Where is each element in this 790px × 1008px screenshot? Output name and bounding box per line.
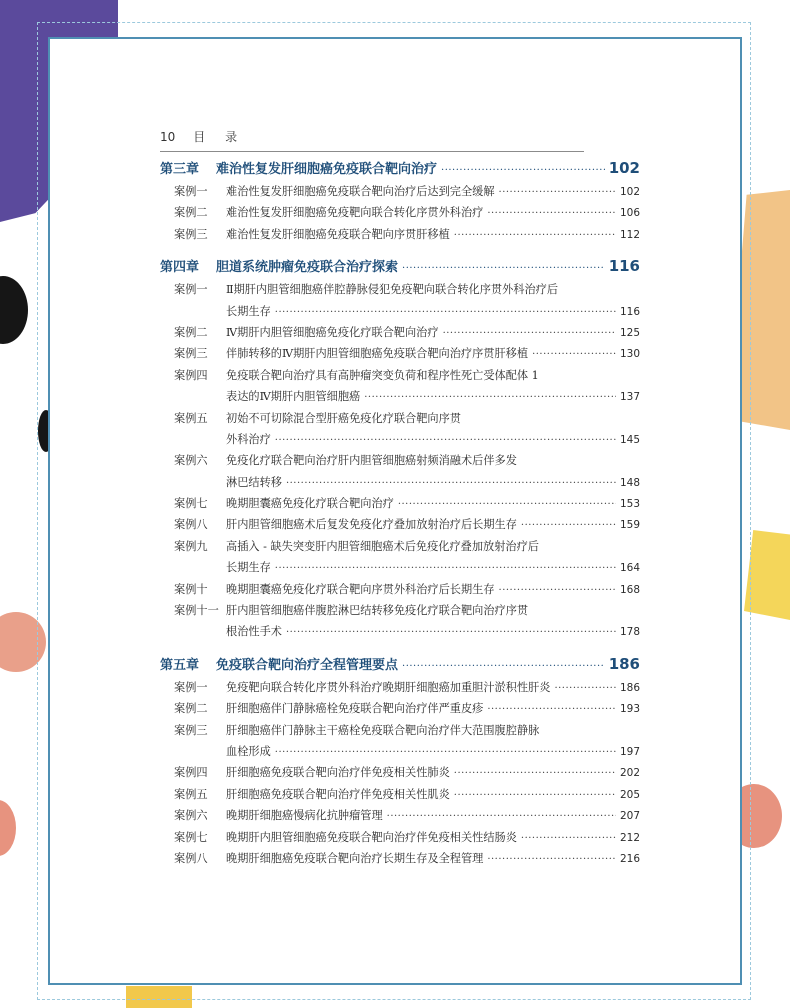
leader-dots: [275, 563, 616, 574]
case-page: 168: [619, 583, 640, 596]
case-title: 血栓形成: [226, 744, 271, 758]
case-entry[interactable]: [160, 495, 640, 516]
case-entry[interactable]: [160, 516, 640, 537]
leader-dots: [487, 704, 616, 715]
case-label: 案例六: [174, 454, 208, 468]
case-entry[interactable]: [160, 764, 640, 785]
case-entry[interactable]: [160, 786, 640, 807]
case-page: 193: [619, 703, 640, 716]
case-page: 212: [619, 831, 640, 844]
leader-dots: [487, 854, 616, 865]
case-title: 晚期肝细胞癌免疫联合靶向治疗长期生存及全程管理: [226, 851, 484, 865]
leader-dots: [454, 768, 616, 779]
leader-dots: [499, 585, 616, 596]
case-label: 案例二: [174, 702, 208, 716]
case-title: 长期生存: [226, 304, 271, 318]
leader-dots: [521, 833, 616, 844]
leader-dots: [275, 747, 616, 758]
case-entry[interactable]: [160, 431, 640, 452]
page-number: 10: [160, 130, 176, 144]
case-entry[interactable]: [160, 183, 640, 204]
case-page: 159: [619, 519, 640, 532]
case-title: 晚期肝细胞癌慢病化抗肿瘤管理: [226, 809, 383, 823]
case-entry[interactable]: [160, 367, 640, 388]
chapter-heading[interactable]: [160, 256, 640, 278]
case-title: 肝细胞癌伴门静脉主干癌栓免疫联合靶向治疗伴大范围腹腔静脉: [226, 723, 540, 737]
case-entry[interactable]: [160, 743, 640, 764]
leader-dots: [402, 263, 605, 274]
case-label: 案例二: [174, 206, 208, 220]
leader-dots: [275, 307, 616, 318]
case-entry[interactable]: [160, 850, 640, 871]
case-entry[interactable]: [160, 700, 640, 721]
case-entry[interactable]: [160, 226, 640, 247]
leader-dots: [532, 349, 616, 360]
chapter-label: 第三章: [160, 162, 200, 177]
case-title: 淋巴结转移: [226, 475, 282, 489]
case-entry[interactable]: [160, 345, 640, 366]
case-title: Ⅱ期肝内胆管细胞癌伴腔静脉侵犯免疫靶向联合转化序贯外科治疗后: [226, 283, 559, 297]
case-title: 长期生存: [226, 561, 271, 575]
case-page: 116: [619, 305, 640, 318]
page-title: 目 录: [193, 130, 246, 144]
chapter-title: 胆道系统肿瘤免疫联合治疗探索: [216, 260, 399, 276]
chapter-heading[interactable]: [160, 654, 640, 676]
case-entry[interactable]: [160, 388, 640, 409]
case-title: 肝内胆管细胞癌伴腹腔淋巴结转移免疫化疗联合靶向治疗序贯: [226, 604, 529, 618]
case-page: 202: [619, 767, 640, 780]
case-label: 案例一: [174, 283, 208, 297]
case-page: 112: [619, 228, 640, 241]
case-title: 高插入 - 缺失突变肝内胆管细胞癌术后免疫化疗叠加放射治疗后: [226, 539, 539, 553]
chapter-title: 免疫联合靶向治疗全程管理要点: [216, 657, 399, 673]
case-title: Ⅳ期肝内胆管细胞癌免疫化疗联合靶向治疗: [226, 325, 439, 339]
case-entry[interactable]: [160, 679, 640, 700]
case-label: 案例二: [174, 325, 208, 339]
leader-dots: [554, 683, 616, 694]
case-label: 案例三: [174, 347, 208, 361]
case-page: 137: [619, 391, 640, 404]
chapter-label: 第四章: [160, 260, 200, 276]
case-entry[interactable]: [160, 474, 640, 495]
case-page: 106: [619, 207, 640, 220]
case-title: 晚期肝内胆管细胞癌免疫联合靶向治疗伴免疫相关性结肠炎: [226, 830, 517, 844]
case-label: 案例五: [174, 411, 208, 425]
case-label: 案例九: [174, 539, 208, 553]
case-entry[interactable]: [160, 303, 640, 324]
chapter-title: 难治性复发肝细胞癌免疫联合靶向治疗: [216, 162, 438, 177]
chapter-page: 102: [608, 159, 640, 177]
case-title: 表达的Ⅳ期肝内胆管细胞癌: [226, 390, 361, 404]
case-label: 案例四: [174, 766, 208, 780]
leader-dots: [441, 165, 605, 176]
case-title: 难治性复发肝细胞癌免疫联合靶向序贯肝移植: [226, 227, 450, 241]
case-title: 免疫联合靶向治疗具有高肿瘤突变负荷和程序性死亡受体配体 1: [226, 368, 539, 382]
chapter-page: 186: [608, 654, 640, 673]
case-page: 145: [619, 433, 640, 446]
case-title: 肝内胆管细胞癌术后复发免疫化疗叠加放射治疗后长期生存: [226, 518, 517, 532]
case-page: 130: [619, 348, 640, 361]
case-label: 案例七: [174, 497, 208, 511]
case-title: 难治性复发肝细胞癌免疫靶向联合转化序贯外科治疗: [226, 206, 484, 220]
leader-dots: [275, 435, 616, 446]
page-header: [160, 128, 584, 152]
leader-dots: [454, 230, 616, 241]
case-page: 186: [619, 681, 640, 694]
case-title: 晚期胆囊癌免疫化疗联合靶向序贯外科治疗后长期生存: [226, 582, 495, 596]
case-page: 148: [619, 476, 640, 489]
leader-dots: [402, 661, 605, 672]
toc-body: [160, 152, 640, 871]
case-entry[interactable]: [160, 623, 640, 644]
case-entry[interactable]: [160, 281, 640, 302]
case-entry[interactable]: [160, 204, 640, 225]
case-label: 案例五: [174, 787, 208, 801]
case-entry[interactable]: [160, 581, 640, 602]
case-page: 178: [619, 626, 640, 639]
case-page: 207: [619, 810, 640, 823]
case-title: 免疫靶向联合转化序贯外科治疗晚期肝细胞癌加重胆汁淤积性肝炎: [226, 680, 551, 694]
leader-dots: [454, 790, 616, 801]
case-page: 216: [619, 852, 640, 865]
case-page: 205: [619, 788, 640, 801]
case-title: 伴肺转移的Ⅳ期肝内胆管细胞癌免疫联合靶向治疗序贯肝移植: [226, 347, 529, 361]
leader-dots: [398, 499, 616, 510]
case-page: 153: [619, 498, 640, 511]
leader-dots: [487, 208, 616, 219]
case-page: 125: [619, 326, 640, 339]
case-entry[interactable]: [160, 722, 640, 743]
case-title: 肝细胞癌免疫联合靶向治疗伴免疫相关性肺炎: [226, 766, 450, 780]
case-title: 免疫化疗联合靶向治疗肝内胆管细胞癌射频消融术后伴多发: [226, 454, 517, 468]
decor-black-blob: [0, 276, 28, 344]
spacer: [160, 247, 640, 256]
chapter-heading[interactable]: [160, 158, 640, 180]
case-page: 164: [619, 562, 640, 575]
case-title: 肝细胞癌伴门静脉癌栓免疫联合靶向治疗伴严重皮疹: [226, 702, 484, 716]
case-title: 晚期胆囊癌免疫化疗联合靶向治疗: [226, 497, 394, 511]
case-page: 197: [619, 745, 640, 758]
case-entry[interactable]: [160, 538, 640, 559]
spacer: [160, 645, 640, 654]
case-entry[interactable]: [160, 452, 640, 473]
case-entry[interactable]: [160, 829, 640, 850]
case-label: 案例八: [174, 851, 208, 865]
case-label: 案例七: [174, 830, 208, 844]
case-entry[interactable]: [160, 324, 640, 345]
case-label: 案例六: [174, 809, 208, 823]
case-entry[interactable]: [160, 807, 640, 828]
chapter-label: 第五章: [160, 657, 200, 673]
leader-dots: [387, 811, 616, 822]
case-page: 102: [619, 186, 640, 198]
case-label: 案例三: [174, 723, 208, 737]
case-label: 案例一: [174, 185, 208, 198]
decor-salmon-circle-left: [0, 800, 16, 856]
case-title: 难治性复发肝细胞癌免疫联合靶向治疗后达到完全缓解: [226, 185, 495, 198]
case-label: 案例十一: [174, 604, 219, 618]
leader-dots: [286, 478, 616, 489]
case-entry[interactable]: [160, 410, 640, 431]
leader-dots: [521, 520, 616, 531]
leader-dots: [364, 392, 616, 403]
case-entry[interactable]: [160, 559, 640, 580]
leader-dots: [286, 627, 616, 638]
chapter-page: 116: [608, 257, 640, 276]
table-of-contents: [160, 128, 640, 871]
case-label: 案例十: [174, 582, 208, 596]
case-title: 初始不可切除混合型肝癌免疫化疗联合靶向序贯: [226, 411, 461, 425]
case-entry[interactable]: [160, 602, 640, 623]
case-label: 案例四: [174, 368, 208, 382]
case-title: 外科治疗: [226, 432, 271, 446]
leader-dots: [443, 328, 616, 339]
case-title: 根治性手术: [226, 625, 282, 639]
case-label: 案例一: [174, 680, 208, 694]
leader-dots: [499, 187, 616, 198]
case-label: 案例三: [174, 227, 208, 241]
case-title: 肝细胞癌免疫联合靶向治疗伴免疫相关性肌炎: [226, 787, 450, 801]
case-label: 案例八: [174, 518, 208, 532]
